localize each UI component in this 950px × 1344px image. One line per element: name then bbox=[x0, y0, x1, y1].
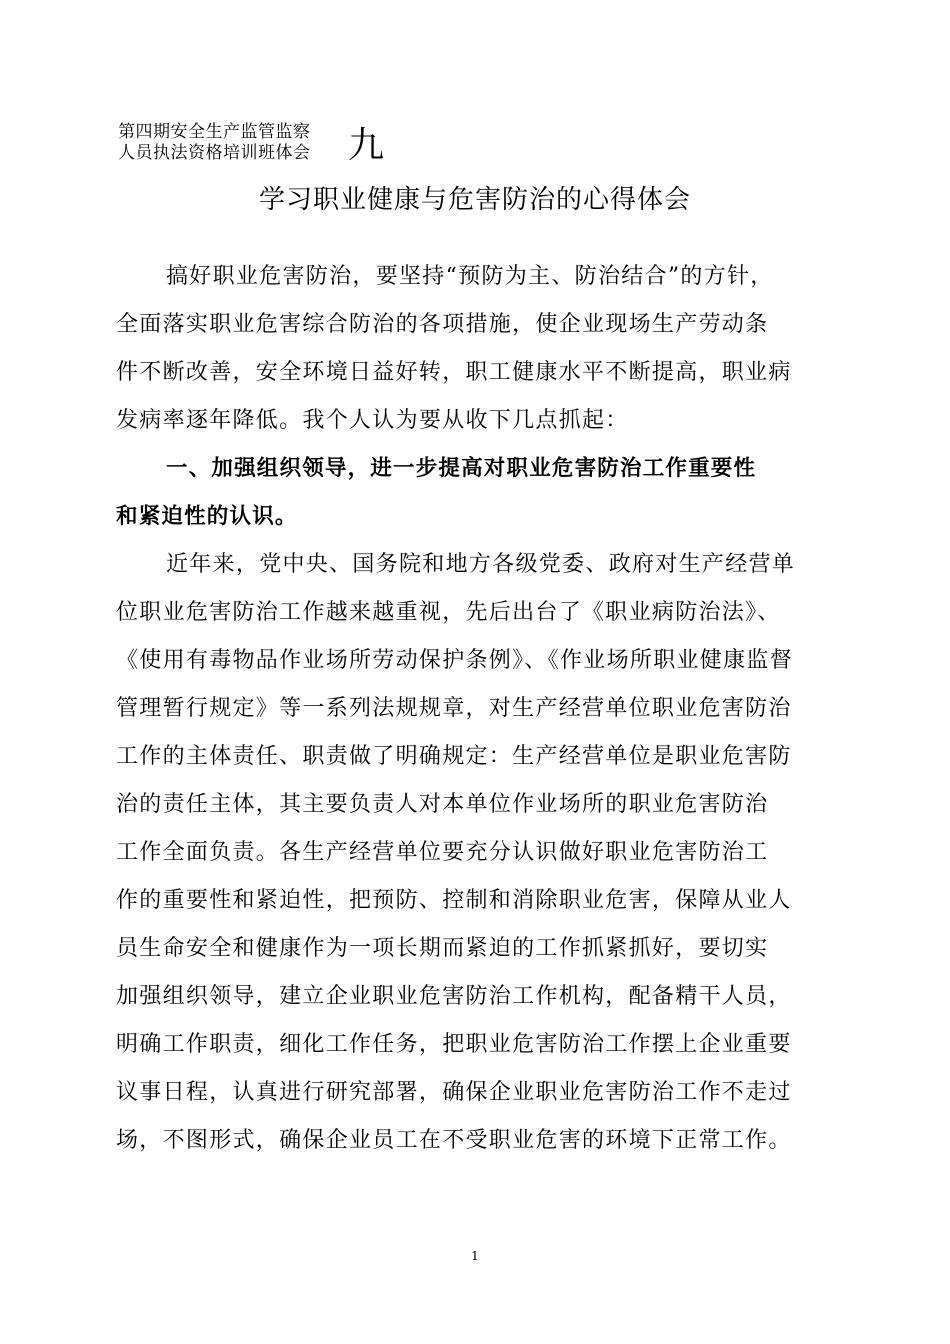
paragraph-line: 工作全面负责。各生产经营单位要充分认识做好职业危害防治工 bbox=[116, 840, 769, 865]
paragraph-line: 工作的主体责任、职责做了明确规定：生产经营单位是职业危害防 bbox=[116, 744, 792, 769]
paragraph-line: 管理暂行规定》等一系列法规规章，对生产经营单位职业危害防治 bbox=[116, 696, 792, 721]
paragraph-line: 近年来，党中央、国务院和地方各级党委、政府对生产经营单 bbox=[166, 552, 796, 577]
section-heading-line: 一、加强组织领导，进一步提高对职业危害防治工作重要性 bbox=[166, 456, 757, 481]
body-text bbox=[116, 253, 840, 1165]
paragraph-line: 议事日程，认真进行研究部署，确保企业职业危害防治工作不走过 bbox=[116, 1080, 792, 1105]
page-number: 1 bbox=[471, 1249, 479, 1263]
paragraph-line: 件不断改善，安全环境日益好转，职工健康水平不断提高，职业病 bbox=[116, 360, 792, 385]
header-line-1: 第四期安全生产监管监察 bbox=[118, 122, 311, 142]
paragraph-line: 位职业危害防治工作越来越重视，先后出台了《职业病防治法》、 bbox=[116, 600, 781, 625]
paragraph-line: 《使用有毒物品作业场所劳动保护条例》、《作业场所职业健康监督 bbox=[116, 648, 794, 673]
header-number: 九 bbox=[348, 125, 385, 166]
paragraph-line: 明确工作职责，细化工作任务，把职业危害防治工作摆上企业重要 bbox=[116, 1032, 792, 1057]
paragraph-line: 发病率逐年降低。我个人认为要从收下几点抓起： bbox=[116, 408, 629, 433]
paragraph-line: 场，不图形式，确保企业员工在不受职业危害的环境下正常工作。 bbox=[116, 1128, 792, 1153]
paragraph-line: 搞好职业危害防治，要坚持“预防为主、防治结合”的方针， bbox=[166, 264, 774, 289]
paragraph-line: 加强组织领导，建立企业职业危害防治工作机构，配备精干人员， bbox=[116, 984, 792, 1009]
paragraph-line: 治的责任主体，其主要负责人对本单位作业场所的职业危害防治 bbox=[116, 792, 769, 817]
paragraph-line: 员生命安全和健康作为一项长期而紧迫的工作抓紧抓好，要切实 bbox=[116, 936, 769, 961]
paragraph-line: 作的重要性和紧迫性，把预防、控制和消除职业危害，保障从业人 bbox=[116, 888, 792, 913]
document-title: 学习职业健康与危害防治的心得体会 bbox=[258, 185, 691, 215]
section-heading-line: 和紧迫性的认识。 bbox=[116, 504, 298, 529]
paragraph-line: 全面落实职业危害综合防治的各项措施，使企业现场生产劳动条 bbox=[116, 312, 769, 337]
header-block bbox=[118, 122, 418, 174]
header-line-2: 人员执法资格培训班体会 bbox=[118, 143, 311, 163]
